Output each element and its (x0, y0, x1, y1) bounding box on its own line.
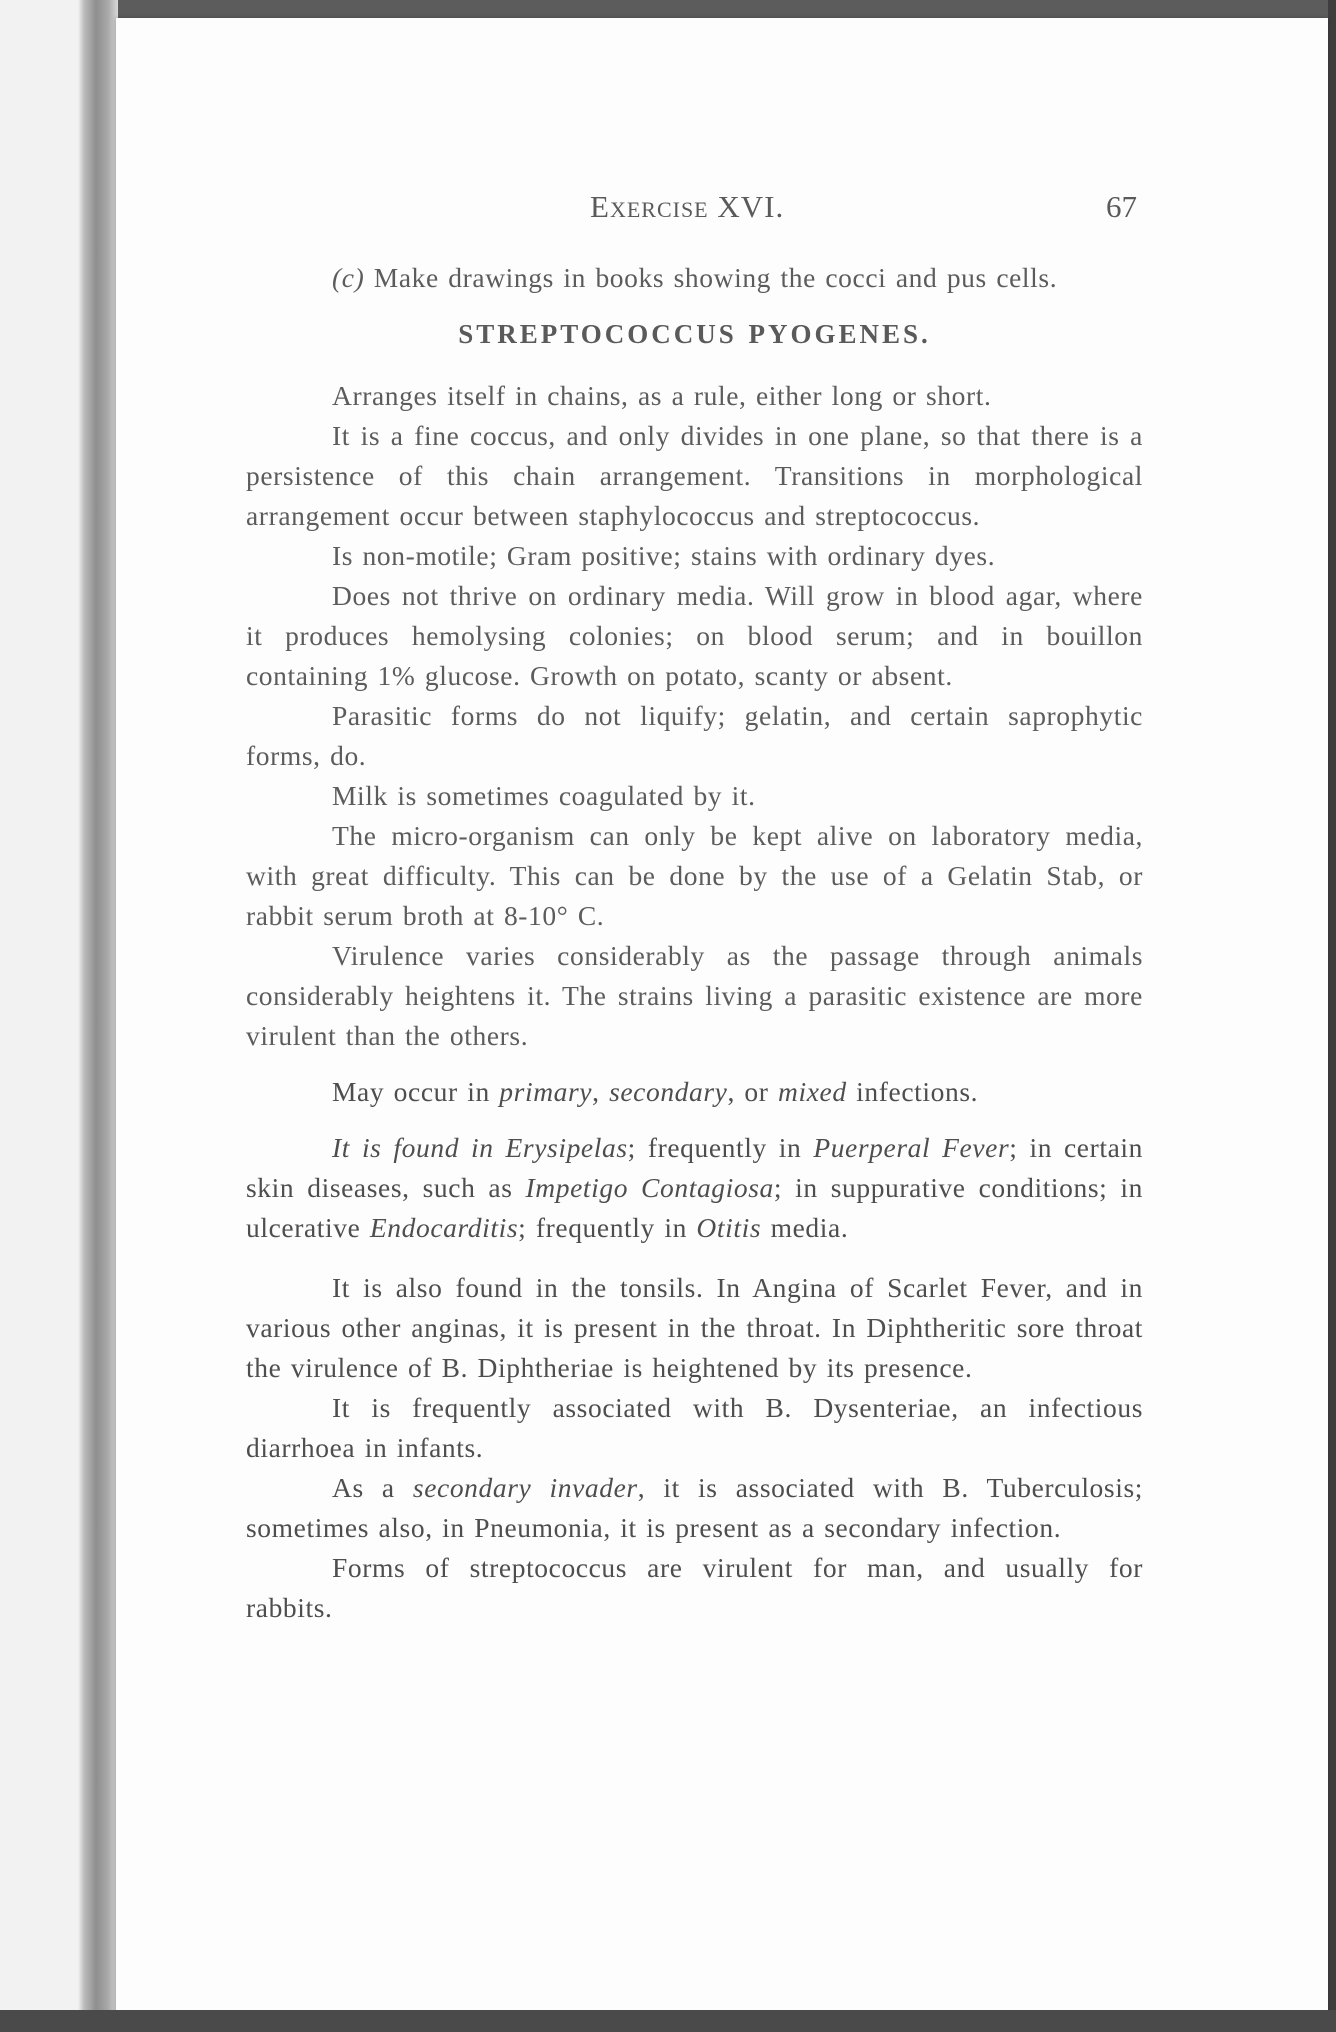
paragraph-gelatin: Parasitic forms do not liquify; gelatin, and certain saprophytic forms, do. (246, 700, 1143, 771)
paragraph-morphology: It is a fine coccus, and only divides in one plane, so that there is a persistence of this chain arrangement. Transitions in morphological arrangement occur between staphylococcus and streptococcus. (246, 420, 1143, 531)
scan-bottom-edge (0, 2010, 1336, 2032)
running-head (116, 189, 1328, 229)
paragraph-dysenteriae: It is frequently associated with B. Dysenteriae, an infectious diarrhoea in infants. (246, 1392, 1143, 1463)
paragraph-arrangement: Arranges itself in chains, as a rule, either long or short. (332, 380, 992, 411)
paragraph-staining: Is non-motile; Gram positive; stains with ordinary dyes. (332, 540, 996, 571)
page-body (246, 258, 1143, 1628)
section-heading: STREPTOCOCCUS PYOGENES. (458, 319, 931, 349)
paragraph-tonsils: It is also found in the tonsils. In Angina of Scarlet Fever, and in various other anginas, it is present in the throat. In Diphtheritic sore throat the virulence of B. Diphtheriae is heightened by its presence. (246, 1272, 1143, 1383)
paragraph-media: Does not thrive on ordinary media. Will grow in blood agar, where it produces hemolysing colonies; on blood serum; and in bouillon containing 1% glucose. Growth on potato, scanty or absent. (246, 580, 1143, 691)
running-head-title: Exercise XVI. (590, 189, 785, 224)
paragraph-cultivation: The micro-organism can only be kept alive on laboratory media, with great difficulty. This can be done by the use of a Gelatin Stab, or rabbit serum broth at 8-10° C. (246, 820, 1143, 931)
paragraph-virulence: Virulence varies considerably as the passage through animals considerably heightens it. The strains living a parasitic existence are more virulent than the others. (246, 940, 1143, 1051)
scan-right-edge (1328, 0, 1336, 2032)
book-gutter-shadow (0, 0, 118, 2032)
intro-paragraph: (c) Make drawings in books showing the cocci and pus cells. (332, 262, 1058, 293)
paragraph-secondary-invader: As a secondary invader, it is associated with B. Tuberculosis; sometimes also, in Pneumonia, it is present as a secondary infection. (246, 1472, 1143, 1543)
paragraph-milk: Milk is sometimes coagulated by it. (332, 780, 756, 811)
paragraph-occurrence: It is found in Erysipelas; frequently in Puerperal Fever; in certain skin diseases, such as Impetigo Contagiosa; in suppurative conditions; in ulcerative Endocarditis; frequently in Otitis media. (246, 1132, 1143, 1243)
paragraph-infections: May occur in primary, secondary, or mixed infections. (332, 1076, 979, 1107)
page-number: 67 (1106, 189, 1137, 224)
paragraph-virulent-forms: Forms of streptococcus are virulent for man, and usually for rabbits. (246, 1552, 1143, 1623)
